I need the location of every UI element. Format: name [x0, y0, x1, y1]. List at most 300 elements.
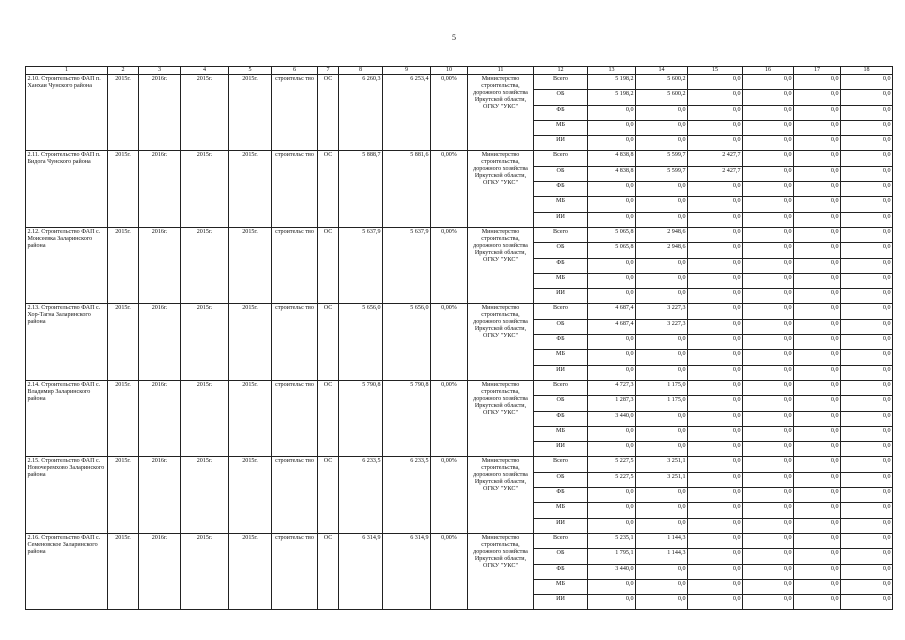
funding-value: 0,0 [743, 426, 794, 441]
project-cost-remaining: 5 790,8 [383, 380, 431, 456]
funding-value: 0,0 [636, 182, 688, 197]
funding-value: 5 198,2 [588, 75, 636, 90]
funding-value: 0,0 [841, 350, 893, 365]
funding-value: 0,0 [794, 595, 841, 610]
funding-value: 0,0 [636, 105, 688, 120]
funding-value: 0,0 [688, 136, 743, 151]
table-row [26, 304, 893, 319]
funding-value: 0,0 [743, 151, 794, 166]
funding-value: 0,0 [841, 273, 893, 288]
table-row [26, 151, 893, 166]
funding-value: 0,0 [794, 319, 841, 334]
funding-value: 0,0 [743, 595, 794, 610]
funding-value: 5 227,5 [588, 472, 636, 487]
funding-value: 0,0 [688, 380, 743, 395]
column-number-header: 1 [26, 67, 108, 75]
project-executor: Министерство строительства, дорожного хозяйства Иркутской области, ОГКУ "УКС" [468, 75, 534, 151]
funding-value: 0,0 [588, 579, 636, 594]
funding-value: 2 948,6 [636, 243, 688, 258]
funding-value: 0,0 [743, 380, 794, 395]
funding-value: 5 065,8 [588, 243, 636, 258]
project-name: 2.12. Строительство ФАП с. Моисеевка Заларинского района [26, 227, 108, 303]
project-year: 2015г. [108, 457, 139, 533]
funding-value: 0,0 [636, 197, 688, 212]
funding-value: 0,0 [743, 227, 794, 242]
project-name: 2.16. Строительство ФАП с. Семеновское Заларинского района [26, 533, 108, 609]
project-name: 2.11. Строительство ФАП п. Бидога Чунского района [26, 151, 108, 227]
funding-value: 0,0 [688, 258, 743, 273]
funding-value: 0,0 [841, 488, 893, 503]
project-cost-remaining: 6 233,5 [383, 457, 431, 533]
funding-value: 0,0 [743, 503, 794, 518]
project-year: 2016г. [139, 380, 181, 456]
funding-value: 4 727,3 [588, 380, 636, 395]
column-number-header: 3 [139, 67, 181, 75]
funding-value: 0,0 [743, 90, 794, 105]
funding-value: 0,0 [636, 564, 688, 579]
funding-value: 0,0 [841, 380, 893, 395]
funding-value: 4 687,4 [588, 319, 636, 334]
funding-value: 0,0 [794, 273, 841, 288]
funding-value: 4 838,8 [588, 151, 636, 166]
funding-value: 0,0 [841, 75, 893, 90]
funding-value: 0,0 [841, 396, 893, 411]
funding-value: 3 440,0 [588, 564, 636, 579]
funding-value: 0,0 [794, 197, 841, 212]
column-number-row [26, 67, 893, 75]
column-number-header: 11 [468, 67, 534, 75]
funding-value: 5 599,7 [636, 166, 688, 181]
funding-value: 0,0 [688, 549, 743, 564]
funding-source-label: ФБ [534, 335, 588, 350]
funding-value: 0,0 [841, 442, 893, 457]
project-executor: Министерство строительства, дорожного хозяйства Иркутской области, ОГКУ "УКС" [468, 304, 534, 380]
page-number: 5 [452, 33, 456, 42]
project-cost: 6 233,5 [339, 457, 383, 533]
project-executor: Министерство строительства, дорожного хозяйства Иркутской области, ОГКУ "УКС" [468, 227, 534, 303]
funding-value: 0,0 [636, 289, 688, 304]
funding-value: 0,0 [794, 166, 841, 181]
column-number-header: 2 [108, 67, 139, 75]
funding-value: 0,0 [588, 258, 636, 273]
funding-value: 1 144,3 [636, 533, 688, 548]
funding-value: 5 600,2 [636, 90, 688, 105]
funding-value: 0,0 [636, 579, 688, 594]
funding-value: 0,0 [688, 182, 743, 197]
funding-value: 0,0 [794, 105, 841, 120]
funding-source-label: Всего [534, 533, 588, 548]
funding-value: 0,0 [743, 488, 794, 503]
funding-value: 5 600,2 [636, 75, 688, 90]
table-row [26, 380, 893, 395]
funding-value: 0,0 [794, 472, 841, 487]
funding-value: 0,0 [588, 136, 636, 151]
project-executor: Министерство строительства, дорожного хозяйства Иркутской области, ОГКУ "УКС" [468, 151, 534, 227]
funding-value: 0,0 [636, 411, 688, 426]
funding-value: 0,0 [841, 136, 893, 151]
funding-value: 0,0 [688, 488, 743, 503]
funding-value: 0,0 [794, 90, 841, 105]
funding-value: 0,0 [841, 533, 893, 548]
funding-value: 0,0 [743, 304, 794, 319]
funding-value: 0,0 [688, 595, 743, 610]
funding-value: 0,0 [743, 518, 794, 533]
project-year: 2016г. [139, 533, 181, 609]
project-year: 2016г. [139, 227, 181, 303]
funding-value: 0,0 [588, 426, 636, 441]
column-number-header: 9 [383, 67, 431, 75]
funding-value: 0,0 [794, 289, 841, 304]
funding-value: 0,0 [688, 365, 743, 380]
project-cost-remaining: 6 314,9 [383, 533, 431, 609]
funding-value: 0,0 [588, 503, 636, 518]
project-year: 2015г. [108, 75, 139, 151]
column-number-header: 6 [272, 67, 318, 75]
project-type: строительс тво [272, 457, 318, 533]
project-year: 2015г. [229, 380, 272, 456]
project-cost-remaining: 5 656,0 [383, 304, 431, 380]
funding-value: 0,0 [743, 182, 794, 197]
table-row [26, 457, 893, 472]
project-cost: 5 790,8 [339, 380, 383, 456]
funding-value: 0,0 [743, 212, 794, 227]
project-year: 2015г. [108, 151, 139, 227]
funding-source-label: ФБ [534, 488, 588, 503]
project-year: 2015г. [229, 227, 272, 303]
funding-value: 0,0 [588, 212, 636, 227]
funding-value: 0,0 [794, 457, 841, 472]
funding-value: 0,0 [636, 273, 688, 288]
funding-value: 0,0 [841, 595, 893, 610]
funding-source-label: ОБ [534, 472, 588, 487]
project-year: 2015г. [181, 227, 229, 303]
funding-source-label: Всего [534, 227, 588, 242]
funding-value: 0,0 [636, 518, 688, 533]
project-category: ОС [318, 457, 339, 533]
column-number-header: 12 [534, 67, 588, 75]
funding-value: 0,0 [794, 518, 841, 533]
funding-source-label: ИИ [534, 442, 588, 457]
funding-value: 0,0 [794, 365, 841, 380]
column-number-header: 16 [743, 67, 794, 75]
column-number-header: 15 [688, 67, 743, 75]
funding-value: 0,0 [688, 426, 743, 441]
project-category: ОС [318, 533, 339, 609]
funding-value: 0,0 [743, 197, 794, 212]
funding-value: 0,0 [636, 442, 688, 457]
funding-value: 0,0 [636, 335, 688, 350]
funding-value: 0,0 [688, 197, 743, 212]
funding-value: 0,0 [794, 549, 841, 564]
funding-value: 1 175,0 [636, 380, 688, 395]
project-category: ОС [318, 151, 339, 227]
funding-value: 0,0 [841, 258, 893, 273]
funding-value: 0,0 [794, 426, 841, 441]
program-table [25, 66, 893, 610]
funding-value: 5 599,7 [636, 151, 688, 166]
funding-value: 0,0 [841, 472, 893, 487]
funding-source-label: МБ [534, 273, 588, 288]
project-type: строительс тво [272, 533, 318, 609]
funding-value: 0,0 [688, 273, 743, 288]
funding-value: 0,0 [588, 595, 636, 610]
funding-value: 0,0 [588, 273, 636, 288]
funding-value: 0,0 [588, 289, 636, 304]
column-number-header: 13 [588, 67, 636, 75]
funding-value: 0,0 [588, 365, 636, 380]
funding-value: 0,0 [743, 258, 794, 273]
funding-value: 1 144,3 [636, 549, 688, 564]
column-number-header: 10 [431, 67, 468, 75]
funding-value: 0,0 [841, 212, 893, 227]
project-readiness: 0,00% [431, 227, 468, 303]
funding-value: 0,0 [588, 197, 636, 212]
funding-value: 0,0 [841, 579, 893, 594]
funding-value: 0,0 [841, 227, 893, 242]
funding-value: 0,0 [743, 120, 794, 135]
funding-value: 0,0 [636, 350, 688, 365]
column-number-header: 4 [181, 67, 229, 75]
funding-value: 0,0 [841, 411, 893, 426]
funding-value: 0,0 [688, 289, 743, 304]
funding-value: 0,0 [743, 472, 794, 487]
project-type: строительс тво [272, 151, 318, 227]
table-row [26, 533, 893, 548]
funding-source-label: ИИ [534, 518, 588, 533]
funding-value: 0,0 [794, 564, 841, 579]
project-cost: 6 314,9 [339, 533, 383, 609]
funding-value: 0,0 [841, 105, 893, 120]
project-year: 2015г. [108, 227, 139, 303]
project-cost: 6 260,3 [339, 75, 383, 151]
project-cost-remaining: 6 253,4 [383, 75, 431, 151]
funding-value: 4 687,4 [588, 304, 636, 319]
funding-source-label: ФБ [534, 411, 588, 426]
funding-value: 0,0 [794, 212, 841, 227]
funding-value: 0,0 [636, 258, 688, 273]
funding-value: 0,0 [743, 579, 794, 594]
funding-value: 0,0 [841, 289, 893, 304]
project-year: 2015г. [229, 75, 272, 151]
funding-value: 0,0 [688, 350, 743, 365]
funding-value: 0,0 [743, 75, 794, 90]
funding-value: 0,0 [794, 227, 841, 242]
column-number-header: 5 [229, 67, 272, 75]
project-category: ОС [318, 380, 339, 456]
funding-source-label: ОБ [534, 549, 588, 564]
funding-value: 0,0 [841, 319, 893, 334]
funding-value: 0,0 [841, 365, 893, 380]
funding-source-label: МБ [534, 579, 588, 594]
funding-value: 0,0 [794, 75, 841, 90]
project-cost-remaining: 5 637,9 [383, 227, 431, 303]
project-name: 2.15. Строительство ФАП с. Новочеремхово Заларинского района [26, 457, 108, 533]
funding-value: 0,0 [743, 442, 794, 457]
funding-value: 0,0 [588, 335, 636, 350]
funding-value: 5 198,2 [588, 90, 636, 105]
funding-value: 0,0 [841, 182, 893, 197]
funding-value: 0,0 [688, 533, 743, 548]
funding-value: 0,0 [688, 90, 743, 105]
project-year: 2015г. [181, 151, 229, 227]
project-year: 2015г. [108, 304, 139, 380]
funding-value: 0,0 [794, 380, 841, 395]
funding-source-label: МБ [534, 426, 588, 441]
funding-value: 0,0 [841, 197, 893, 212]
funding-value: 1 795,1 [588, 549, 636, 564]
project-year: 2016г. [139, 75, 181, 151]
funding-value: 0,0 [743, 319, 794, 334]
table-row [26, 227, 893, 242]
funding-source-label: ОБ [534, 243, 588, 258]
column-number-header: 7 [318, 67, 339, 75]
funding-value: 0,0 [743, 289, 794, 304]
funding-value: 0,0 [688, 227, 743, 242]
project-type: строительс тво [272, 304, 318, 380]
funding-value: 0,0 [636, 136, 688, 151]
funding-source-label: МБ [534, 197, 588, 212]
funding-value: 0,0 [794, 533, 841, 548]
funding-value: 0,0 [688, 212, 743, 227]
funding-value: 0,0 [743, 350, 794, 365]
funding-value: 0,0 [688, 335, 743, 350]
project-readiness: 0,00% [431, 304, 468, 380]
funding-value: 0,0 [688, 105, 743, 120]
funding-value: 0,0 [841, 518, 893, 533]
funding-value: 0,0 [636, 488, 688, 503]
funding-value: 0,0 [841, 564, 893, 579]
column-number-header: 8 [339, 67, 383, 75]
funding-source-label: ФБ [534, 564, 588, 579]
funding-value: 0,0 [688, 396, 743, 411]
funding-value: 0,0 [743, 457, 794, 472]
funding-value: 3 251,1 [636, 457, 688, 472]
funding-value: 5 227,5 [588, 457, 636, 472]
funding-value: 0,0 [636, 365, 688, 380]
project-year: 2015г. [181, 75, 229, 151]
funding-value: 0,0 [794, 136, 841, 151]
table-body [26, 67, 893, 610]
funding-source-label: ОБ [534, 166, 588, 181]
funding-value: 0,0 [743, 549, 794, 564]
funding-source-label: МБ [534, 503, 588, 518]
funding-value: 0,0 [794, 503, 841, 518]
project-year: 2015г. [181, 457, 229, 533]
funding-value: 0,0 [794, 335, 841, 350]
funding-value: 0,0 [841, 120, 893, 135]
funding-value: 0,0 [688, 243, 743, 258]
funding-value: 3 227,3 [636, 319, 688, 334]
funding-value: 0,0 [794, 579, 841, 594]
funding-value: 0,0 [794, 442, 841, 457]
project-year: 2016г. [139, 457, 181, 533]
funding-value: 4 838,8 [588, 166, 636, 181]
table-row [26, 75, 893, 90]
project-executor: Министерство строительства, дорожного хозяйства Иркутской области, ОГКУ "УКС" [468, 533, 534, 609]
funding-value: 0,0 [588, 120, 636, 135]
funding-value: 0,0 [588, 442, 636, 457]
funding-value: 0,0 [743, 564, 794, 579]
funding-value: 0,0 [743, 166, 794, 181]
project-year: 2015г. [181, 380, 229, 456]
funding-value: 0,0 [688, 442, 743, 457]
project-year: 2015г. [229, 457, 272, 533]
funding-value: 0,0 [588, 350, 636, 365]
project-name: 2.10. Строительство ФАП п. Ханхаи Чунского района [26, 75, 108, 151]
project-category: ОС [318, 227, 339, 303]
funding-value: 0,0 [794, 396, 841, 411]
funding-source-label: Всего [534, 457, 588, 472]
funding-value: 0,0 [636, 120, 688, 135]
funding-value: 3 440,0 [588, 411, 636, 426]
funding-source-label: ФБ [534, 182, 588, 197]
funding-source-label: Всего [534, 75, 588, 90]
project-readiness: 0,00% [431, 380, 468, 456]
funding-value: 0,0 [688, 120, 743, 135]
project-type: строительс тво [272, 75, 318, 151]
funding-value: 0,0 [636, 426, 688, 441]
funding-source-label: Всего [534, 304, 588, 319]
funding-source-label: ФБ [534, 258, 588, 273]
funding-value: 0,0 [794, 182, 841, 197]
project-executor: Министерство строительства, дорожного хозяйства Иркутской области, ОГКУ "УКС" [468, 457, 534, 533]
funding-value: 0,0 [688, 304, 743, 319]
funding-value: 0,0 [743, 105, 794, 120]
project-year: 2015г. [181, 304, 229, 380]
funding-value: 0,0 [841, 90, 893, 105]
funding-source-label: Всего [534, 151, 588, 166]
funding-value: 1 287,3 [588, 396, 636, 411]
funding-value: 5 235,1 [588, 533, 636, 548]
funding-source-label: Всего [534, 380, 588, 395]
project-cost: 5 656,0 [339, 304, 383, 380]
project-year: 2015г. [108, 533, 139, 609]
project-year: 2015г. [108, 380, 139, 456]
project-year: 2015г. [229, 533, 272, 609]
funding-value: 0,0 [588, 488, 636, 503]
funding-value: 2 948,6 [636, 227, 688, 242]
project-readiness: 0,00% [431, 75, 468, 151]
funding-value: 0,0 [688, 472, 743, 487]
project-name: 2.13. Строительство ФАП с. Хор-Тагна Заларинского района [26, 304, 108, 380]
funding-value: 1 175,0 [636, 396, 688, 411]
project-readiness: 0,00% [431, 151, 468, 227]
funding-value: 3 251,1 [636, 472, 688, 487]
column-number-header: 18 [841, 67, 893, 75]
project-cost: 5 888,7 [339, 151, 383, 227]
funding-value: 0,0 [688, 319, 743, 334]
funding-value: 0,0 [688, 457, 743, 472]
funding-source-label: ИИ [534, 136, 588, 151]
funding-value: 0,0 [841, 166, 893, 181]
column-number-header: 17 [794, 67, 841, 75]
funding-value: 0,0 [688, 75, 743, 90]
funding-value: 0,0 [636, 595, 688, 610]
funding-value: 0,0 [794, 350, 841, 365]
funding-value: 0,0 [636, 212, 688, 227]
project-readiness: 0,00% [431, 533, 468, 609]
project-year: 2015г. [229, 304, 272, 380]
funding-source-label: ИИ [534, 212, 588, 227]
column-number-header: 14 [636, 67, 688, 75]
funding-value: 0,0 [688, 411, 743, 426]
funding-value: 3 227,3 [636, 304, 688, 319]
funding-value: 0,0 [743, 411, 794, 426]
funding-value: 0,0 [743, 396, 794, 411]
funding-value: 0,0 [588, 182, 636, 197]
funding-value: 0,0 [588, 518, 636, 533]
funding-value: 0,0 [743, 365, 794, 380]
